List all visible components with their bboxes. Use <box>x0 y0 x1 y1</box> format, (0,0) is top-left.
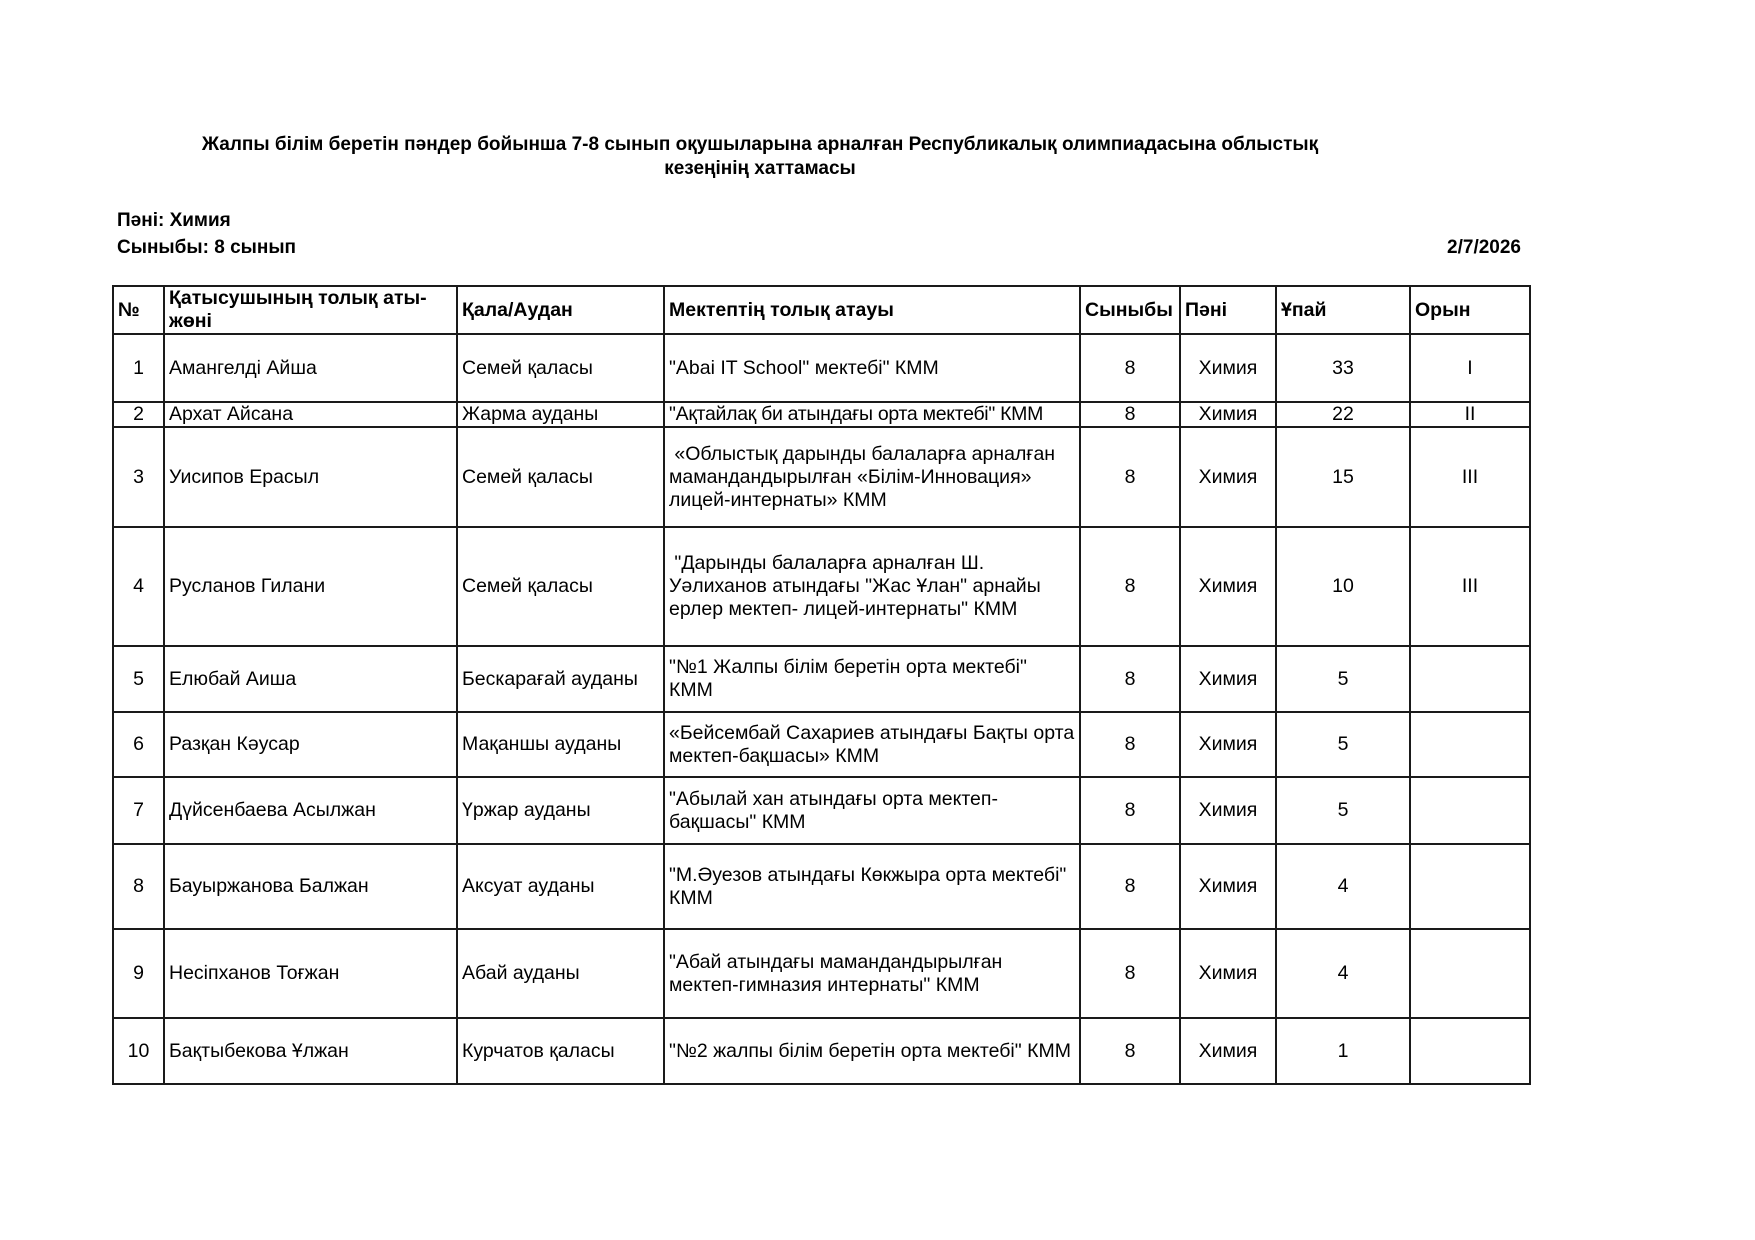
cell-school: «Облыстық дарынды балаларға арналған мамандандырылған «Білім-Инновация» лицей-интернаты» КММ <box>664 427 1080 527</box>
cell-school: "№1 Жалпы білім беретін орта мектебі" КММ <box>664 646 1080 712</box>
cell-score: 10 <box>1276 527 1410 646</box>
cell-subject: Химия <box>1180 527 1276 646</box>
table-row <box>113 929 1530 1018</box>
cell-num: 5 <box>113 646 164 712</box>
cell-grade: 8 <box>1080 334 1180 402</box>
cell-score: 4 <box>1276 929 1410 1018</box>
cell-district: Жарма ауданы <box>457 402 664 427</box>
cell-grade: 8 <box>1080 527 1180 646</box>
cell-subject: Химия <box>1180 712 1276 777</box>
cell-grade: 8 <box>1080 402 1180 427</box>
cell-num: 10 <box>113 1018 164 1084</box>
cell-subject: Химия <box>1180 844 1276 929</box>
cell-score: 5 <box>1276 646 1410 712</box>
cell-school: «Бейсембай Сахариев атындағы Бақты орта мектеп-бақшасы» КММ <box>664 712 1080 777</box>
table-row <box>113 712 1530 777</box>
cell-name: Архат Айсана <box>164 402 457 427</box>
cell-grade: 8 <box>1080 646 1180 712</box>
cell-score: 15 <box>1276 427 1410 527</box>
cell-num: 6 <box>113 712 164 777</box>
cell-name: Дүйсенбаева Асылжан <box>164 777 457 844</box>
cell-district: Мақаншы ауданы <box>457 712 664 777</box>
cell-subject: Химия <box>1180 334 1276 402</box>
cell-num: 4 <box>113 527 164 646</box>
cell-name: Бақтыбекова Ұлжан <box>164 1018 457 1084</box>
table-row <box>113 402 1530 427</box>
cell-num: 3 <box>113 427 164 527</box>
cell-school: "Ақтайлақ би атындағы орта мектебі" КММ <box>664 402 1080 427</box>
subject-label: Пәні: Химия <box>117 210 231 231</box>
cell-score: 1 <box>1276 1018 1410 1084</box>
cell-district: Семей қаласы <box>457 334 664 402</box>
cell-name: Уисипов Ерасыл <box>164 427 457 527</box>
cell-name: Бауыржанова Балжан <box>164 844 457 929</box>
cell-place: I <box>1410 334 1530 402</box>
cell-score: 5 <box>1276 712 1410 777</box>
cell-school: "Дарынды балаларға арналған Ш. Уәлиханов атындағы "Жас Ұлан" арнайы ерлер мектеп- лицей-интернаты" КММ <box>664 527 1080 646</box>
cell-place <box>1410 777 1530 844</box>
table-row <box>113 1018 1530 1084</box>
header-subject: Пәні <box>1180 286 1276 334</box>
cell-place <box>1410 844 1530 929</box>
table-header-row <box>113 286 1530 334</box>
header-num: № <box>113 286 164 334</box>
cell-subject: Химия <box>1180 427 1276 527</box>
cell-school: "Абай атындағы мамандандырылған мектеп-гимназия интернаты" КММ <box>664 929 1080 1018</box>
table-row <box>113 777 1530 844</box>
cell-num: 8 <box>113 844 164 929</box>
cell-subject: Химия <box>1180 402 1276 427</box>
document-title <box>140 133 1380 181</box>
cell-district: Семей қаласы <box>457 427 664 527</box>
cell-district: Аксуат ауданы <box>457 844 664 929</box>
document-date: 2/7/2026 <box>1447 237 1521 258</box>
cell-district: Курчатов қаласы <box>457 1018 664 1084</box>
header-school: Мектептің толық атауы <box>664 286 1080 334</box>
cell-subject: Химия <box>1180 777 1276 844</box>
header-score: Ұпай <box>1276 286 1410 334</box>
table-row <box>113 844 1530 929</box>
cell-subject: Химия <box>1180 929 1276 1018</box>
cell-district: Үржар ауданы <box>457 777 664 844</box>
cell-place: III <box>1410 527 1530 646</box>
cell-name: Елюбай Аиша <box>164 646 457 712</box>
cell-school: "М.Әуезов атындағы Көкжыра орта мектебі" КММ <box>664 844 1080 929</box>
cell-place <box>1410 929 1530 1018</box>
header-name: Қатысушының толық аты-жөні <box>164 286 457 334</box>
cell-grade: 8 <box>1080 777 1180 844</box>
cell-name: Несіпханов Тоғжан <box>164 929 457 1018</box>
cell-grade: 8 <box>1080 427 1180 527</box>
header-district: Қала/Аудан <box>457 286 664 334</box>
table-row <box>113 527 1530 646</box>
cell-grade: 8 <box>1080 929 1180 1018</box>
table-row <box>113 646 1530 712</box>
cell-subject: Химия <box>1180 646 1276 712</box>
cell-subject: Химия <box>1180 1018 1276 1084</box>
cell-name: Разқан Кәусар <box>164 712 457 777</box>
cell-district: Семей қаласы <box>457 527 664 646</box>
cell-school: "Абылай хан атындағы орта мектеп-бақшасы" КММ <box>664 777 1080 844</box>
cell-name: Русланов Гилани <box>164 527 457 646</box>
header-place: Орын <box>1410 286 1530 334</box>
results-table <box>112 285 1531 1085</box>
cell-grade: 8 <box>1080 1018 1180 1084</box>
cell-place <box>1410 712 1530 777</box>
table-row <box>113 334 1530 402</box>
cell-num: 7 <box>113 777 164 844</box>
cell-school: "Abai IT School" мектебі" КММ <box>664 334 1080 402</box>
cell-place: II <box>1410 402 1530 427</box>
cell-place: III <box>1410 427 1530 527</box>
cell-score: 22 <box>1276 402 1410 427</box>
header-grade: Сыныбы <box>1080 286 1180 334</box>
cell-grade: 8 <box>1080 844 1180 929</box>
table-row <box>113 427 1530 527</box>
title-line-2: кезеңінің хаттамасы <box>664 158 856 179</box>
cell-num: 2 <box>113 402 164 427</box>
cell-place <box>1410 646 1530 712</box>
cell-score: 4 <box>1276 844 1410 929</box>
cell-district: Бескарағай ауданы <box>457 646 664 712</box>
cell-score: 5 <box>1276 777 1410 844</box>
cell-name: Амангелді Айша <box>164 334 457 402</box>
cell-district: Абай ауданы <box>457 929 664 1018</box>
title-line-1: Жалпы білім беретін пәндер бойынша 7-8 сынып оқушыларына арналған Республикалық олимпиадасына облыстық <box>201 134 1319 155</box>
cell-num: 1 <box>113 334 164 402</box>
cell-place <box>1410 1018 1530 1084</box>
class-label: Сыныбы: 8 сынып <box>117 237 297 258</box>
cell-num: 9 <box>113 929 164 1018</box>
cell-school: "№2 жалпы білім беретін орта мектебі" КММ <box>664 1018 1080 1084</box>
cell-score: 33 <box>1276 334 1410 402</box>
cell-grade: 8 <box>1080 712 1180 777</box>
